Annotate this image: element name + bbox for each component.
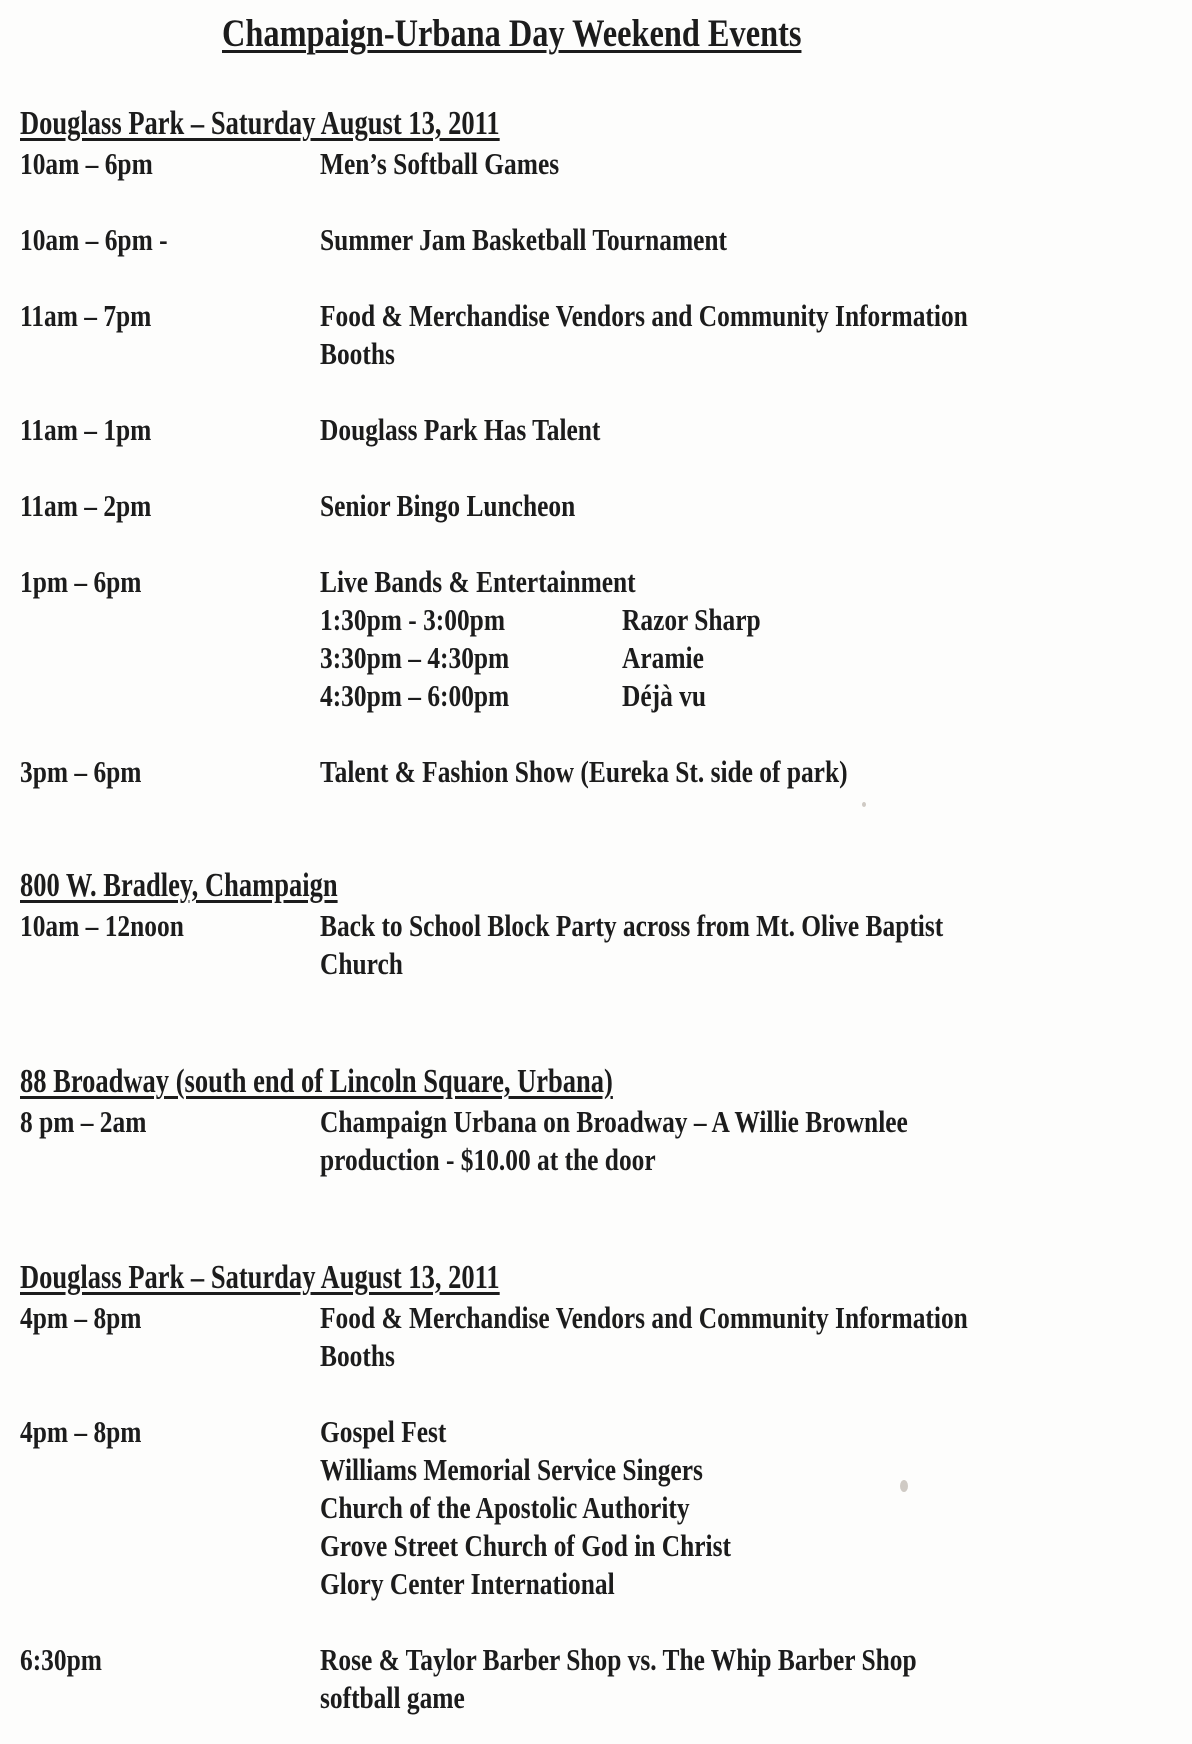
event-time: 11am – 2pm [20, 488, 152, 523]
performer-name: Williams Memorial Service Singers [320, 1452, 703, 1487]
event-time: 11am – 7pm [20, 298, 152, 333]
band-time: 3:30pm – 4:30pm [320, 640, 510, 675]
section-heading: 88 Broadway (south end of Lincoln Square, Urbana) [20, 1063, 613, 1100]
event-description: Senior Bingo Luncheon [320, 488, 576, 523]
event-description-cont: softball game [320, 1680, 465, 1715]
event-description: Champaign Urbana on Broadway – A Willie Brownlee [320, 1104, 908, 1139]
performer-name: Grove Street Church of God in Christ [320, 1528, 731, 1563]
event-description-cont: production - $10.00 at the door [320, 1142, 656, 1177]
performer-name: Glory Center International [320, 1566, 615, 1601]
event-time: 4pm – 8pm [20, 1300, 142, 1335]
performer-name: Church of the Apostolic Authority [320, 1490, 690, 1525]
event-description: Gospel Fest [320, 1414, 447, 1449]
event-time: 10am – 6pm [20, 146, 153, 181]
event-time: 10am – 6pm - [20, 222, 168, 257]
event-time: 8 pm – 2am [20, 1104, 147, 1139]
band-time: 1:30pm - 3:00pm [320, 602, 505, 637]
event-description: Food & Merchandise Vendors and Community Information [320, 298, 968, 333]
event-time: 10am – 12noon [20, 908, 184, 943]
scan-speck [900, 1480, 908, 1492]
band-name: Razor Sharp [622, 602, 761, 637]
event-time: 4pm – 8pm [20, 1414, 142, 1449]
event-description: Rose & Taylor Barber Shop vs. The Whip Barber Shop [320, 1642, 917, 1677]
event-description: Men’s Softball Games [320, 146, 560, 181]
event-time: 6:30pm [20, 1642, 102, 1677]
section-heading: Douglass Park – Saturday August 13, 2011 [20, 105, 500, 142]
scan-speck [862, 802, 866, 807]
document-title: Champaign-Urbana Day Weekend Events [222, 12, 802, 55]
band-name: Aramie [622, 640, 704, 675]
event-description-cont: Booths [320, 1338, 395, 1373]
event-time: 11am – 1pm [20, 412, 152, 447]
event-description: Live Bands & Entertainment [320, 564, 636, 599]
section-heading: 800 W. Bradley, Champaign [20, 867, 338, 904]
event-description: Food & Merchandise Vendors and Community Information [320, 1300, 968, 1335]
event-description: Back to School Block Party across from Mt. Olive Baptist [320, 908, 944, 943]
event-description: Summer Jam Basketball Tournament [320, 222, 728, 257]
band-name: Déjà vu [622, 678, 707, 713]
event-description-cont: Booths [320, 336, 395, 371]
event-description-cont: Church [320, 946, 403, 981]
event-description: Douglass Park Has Talent [320, 412, 601, 447]
band-time: 4:30pm – 6:00pm [320, 678, 510, 713]
event-time: 3pm – 6pm [20, 754, 142, 789]
section-heading: Douglass Park – Saturday August 13, 2011 [20, 1259, 500, 1296]
event-description: Talent & Fashion Show (Eureka St. side of park) [320, 754, 848, 789]
event-time: 1pm – 6pm [20, 564, 142, 599]
